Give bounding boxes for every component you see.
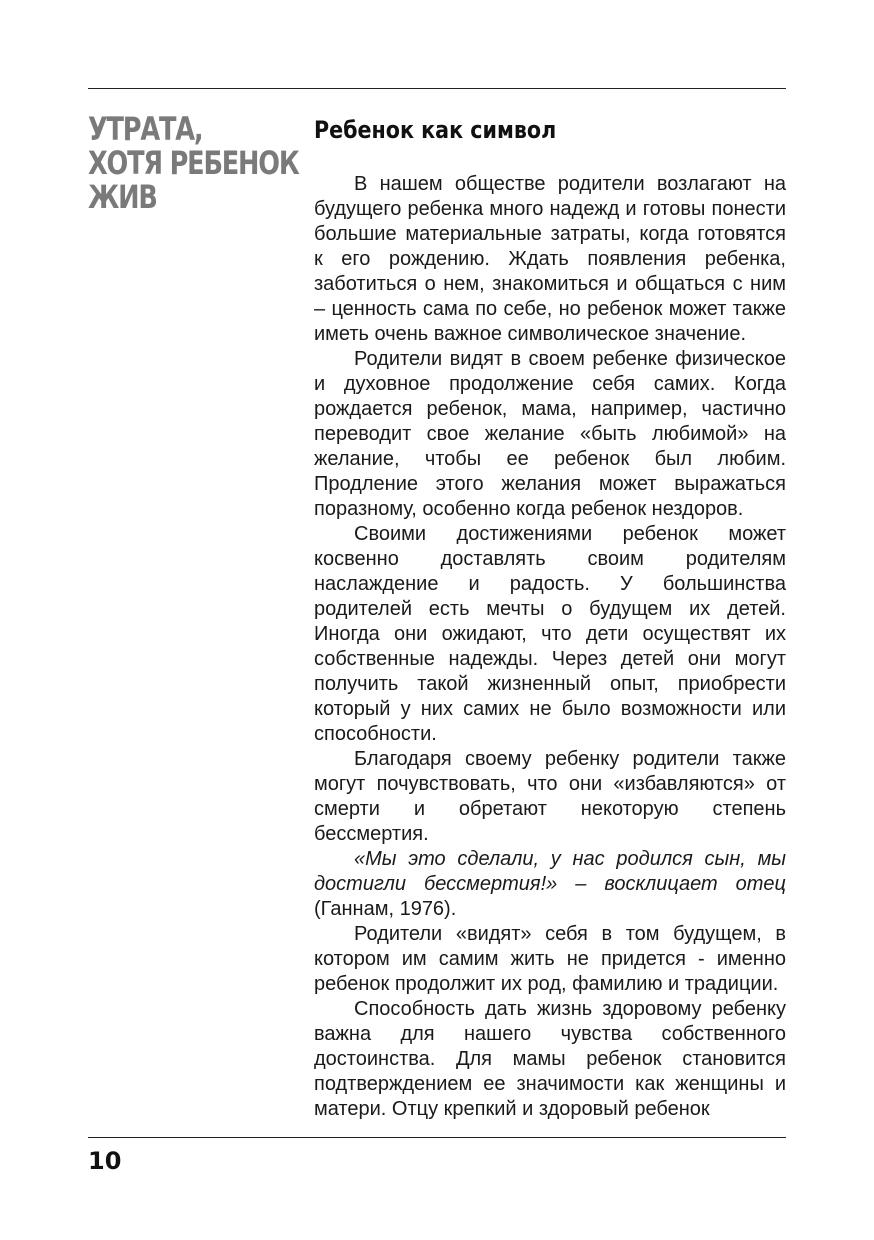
paragraph-1: В нашем обществе родители возлагают на будущего ребенка много надежд и готовы понести большие материальные затраты, когда готовятся к его рождению. Ждать появления ребенка, заботиться о нем, знакомиться и общаться с ним – ценность сама по себе, но ребенок может также иметь очень важное символическое значение. <box>314 173 786 345</box>
quote-citation: (Ганнам, 1976). <box>314 898 457 920</box>
body-text <box>314 172 786 1122</box>
chapter-title-line-2: ХОТЯ РЕБЕНОК <box>88 144 299 182</box>
chapter-title <box>88 110 299 216</box>
paragraph-6: Родители «видят» себя в том будущем, в котором им самим жить не придется - именно ребенок продолжит их род, фамилию и традиции. <box>314 923 786 995</box>
section-heading: Ребенок как символ <box>314 116 557 144</box>
chapter-title-line-1: УТРАТА, <box>88 110 203 148</box>
bottom-rule <box>88 1137 786 1138</box>
quote-text: «Мы это сделали, у нас родился сын, мы достигли бессмертия!» – восклицает отец <box>314 848 786 895</box>
paragraph-5 <box>314 847 786 922</box>
chapter-title-line-3: ЖИВ <box>88 178 157 216</box>
paragraph-2: Родители видят в своем ребенке физическое и духовное продолжение себя самих. Когда рождается ребенок, мама, например, частично переводит свое желание «быть любимой» на желание, чтобы ее ребенок был любим. Продление этого желания может выражаться поразному, особенно когда ребенок нездоров. <box>314 348 786 520</box>
paragraph-7: Способность дать жизнь здоровому ребенку важна для нашего чувства собственного достоинства. Для мамы ребенок становится подтверждением ее значимости как женщины и матери. Отцу крепкий и здоровый ребенок <box>314 998 786 1120</box>
page-number: 10 <box>88 1147 122 1175</box>
top-rule <box>88 88 786 89</box>
paragraph-3: Своими достижениями ребенок может косвенно доставлять своим родителям наслаждение и радость. У большинства родителей есть мечты о будущем их детей. Иногда они ожидают, что дети осуществят их собственные надежды. Через детей они могут получить такой жизненный опыт, приобрести который у них самих не было возможности или способности. <box>314 523 786 745</box>
paragraph-4: Благодаря своему ребенку родители также могут почувствовать, что они «избавляются» от смерти и обретают некоторую степень бессмертия. <box>314 748 786 845</box>
